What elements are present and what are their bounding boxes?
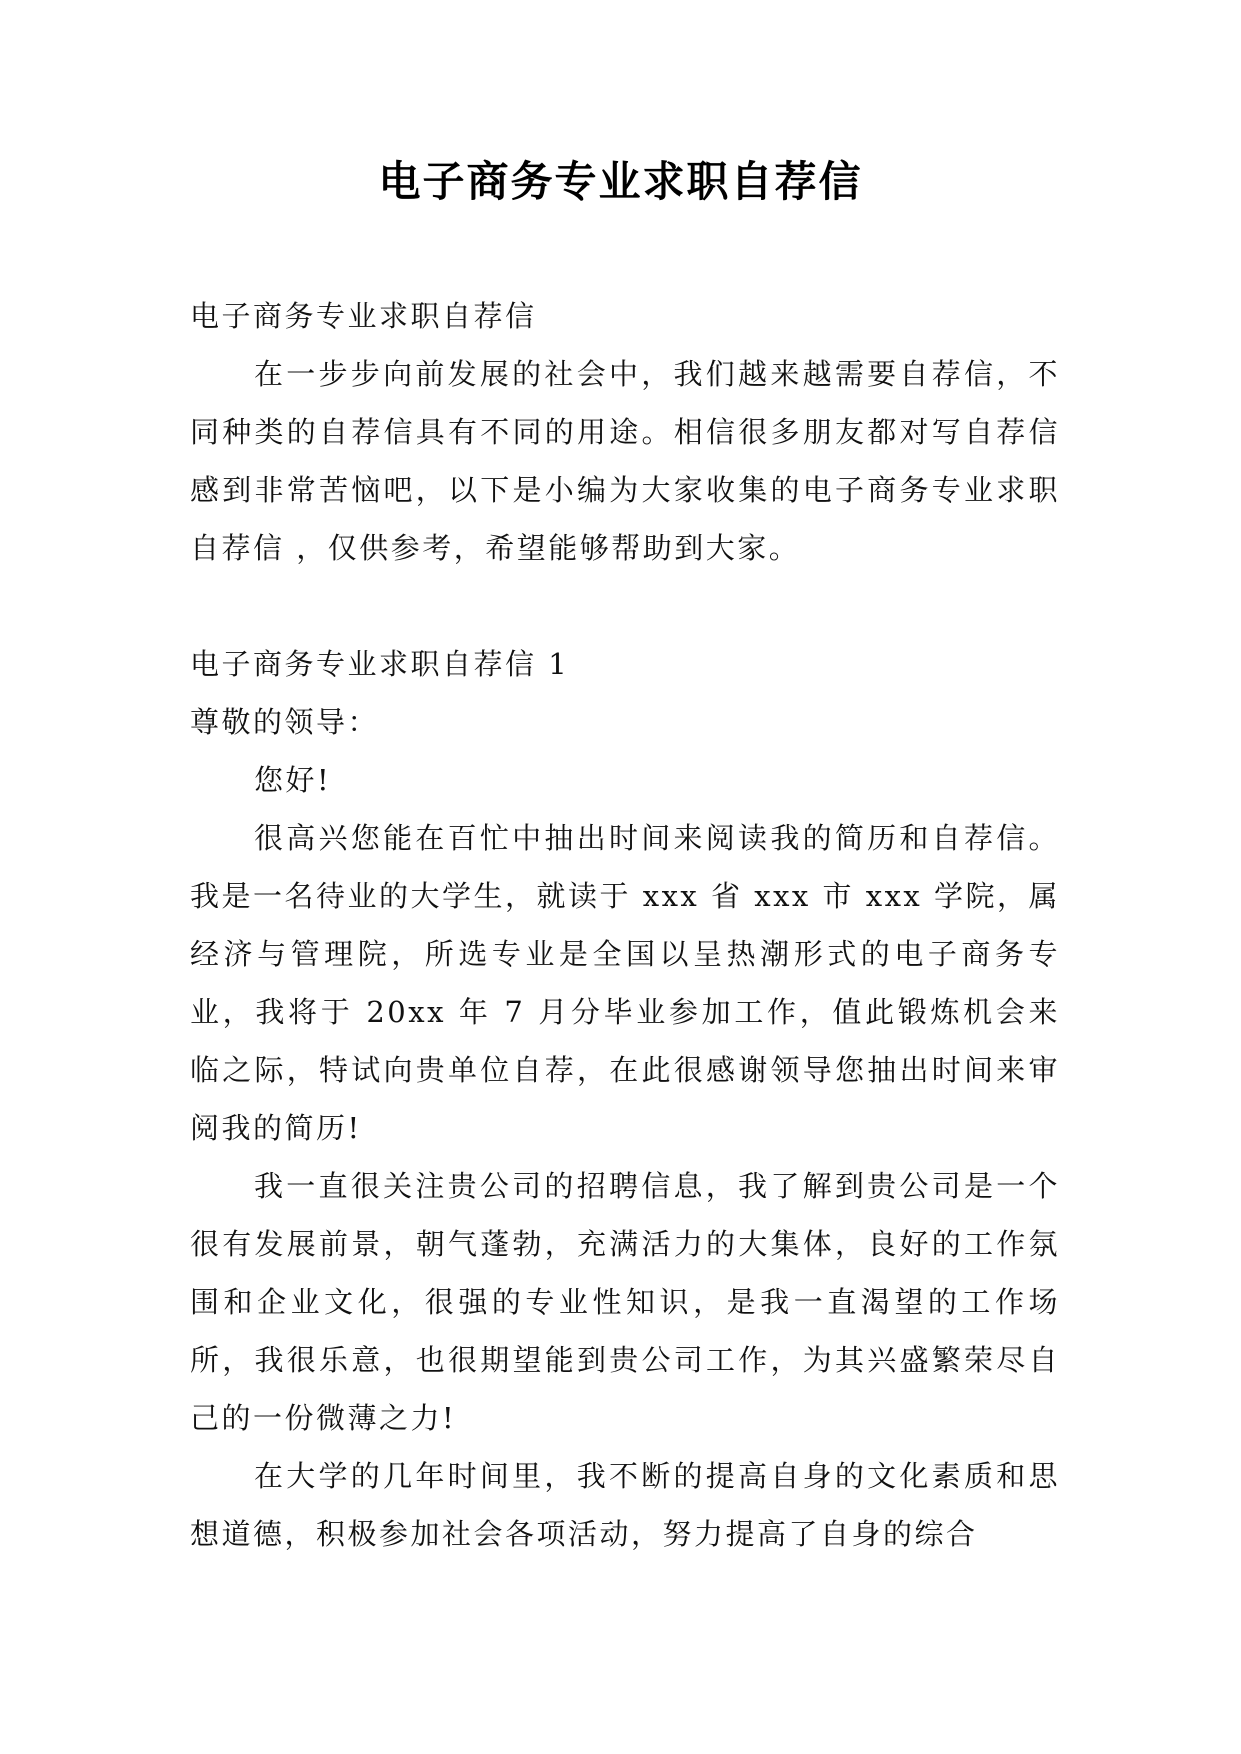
salutation: 尊敬的领导： xyxy=(190,705,380,739)
greeting: 您好! xyxy=(254,763,332,797)
document-body xyxy=(190,287,1060,1563)
letter-paragraph-1: 很高兴您能在百忙中抽出时间来阅读我的简历和自荐信。我是一名待业的大学生，就读于 xxx 省 xxx 市 xxx 学院，属经济与管理院，所选专业是全国以呈热潮形式的电子商务专业，我将于 20xx 年 7 月分毕业参加工作，值此锻炼机会来临之际，特试向贵单位自荐，在此很感谢领导您抽出时间来审阅我的简历! xyxy=(190,821,1061,1145)
document-title: 电子商务专业求职自荐信 xyxy=(378,157,863,206)
intro-heading: 电子商务专业求职自荐信 xyxy=(190,299,537,333)
letter-heading: 电子商务专业求职自荐信 1 xyxy=(190,647,570,681)
letter-paragraph-3: 在大学的几年时间里，我不断的提高自身的文化素质和思想道德，积极参加社会各项活动，努力提高了自身的综合 xyxy=(190,1459,1060,1551)
intro-paragraph: 在一步步向前发展的社会中，我们越来越需要自荐信，不同种类的自荐信具有不同的用途。相信很多朋友都对写自荐信感到非常苦恼吧，以下是小编为大家收集的电子商务专业求职自荐信 ，仅供参考，希望能够帮助到大家。 xyxy=(190,357,1060,565)
letter-paragraph-2: 我一直很关注贵公司的招聘信息，我了解到贵公司是一个很有发展前景，朝气蓬勃，充满活力的大集体，良好的工作氛围和企业文化，很强的专业性知识，是我一直渴望的工作场所，我很乐意，也很期望能到贵公司工作，为其兴盛繁荣尽自己的一份微薄之力! xyxy=(190,1169,1060,1435)
